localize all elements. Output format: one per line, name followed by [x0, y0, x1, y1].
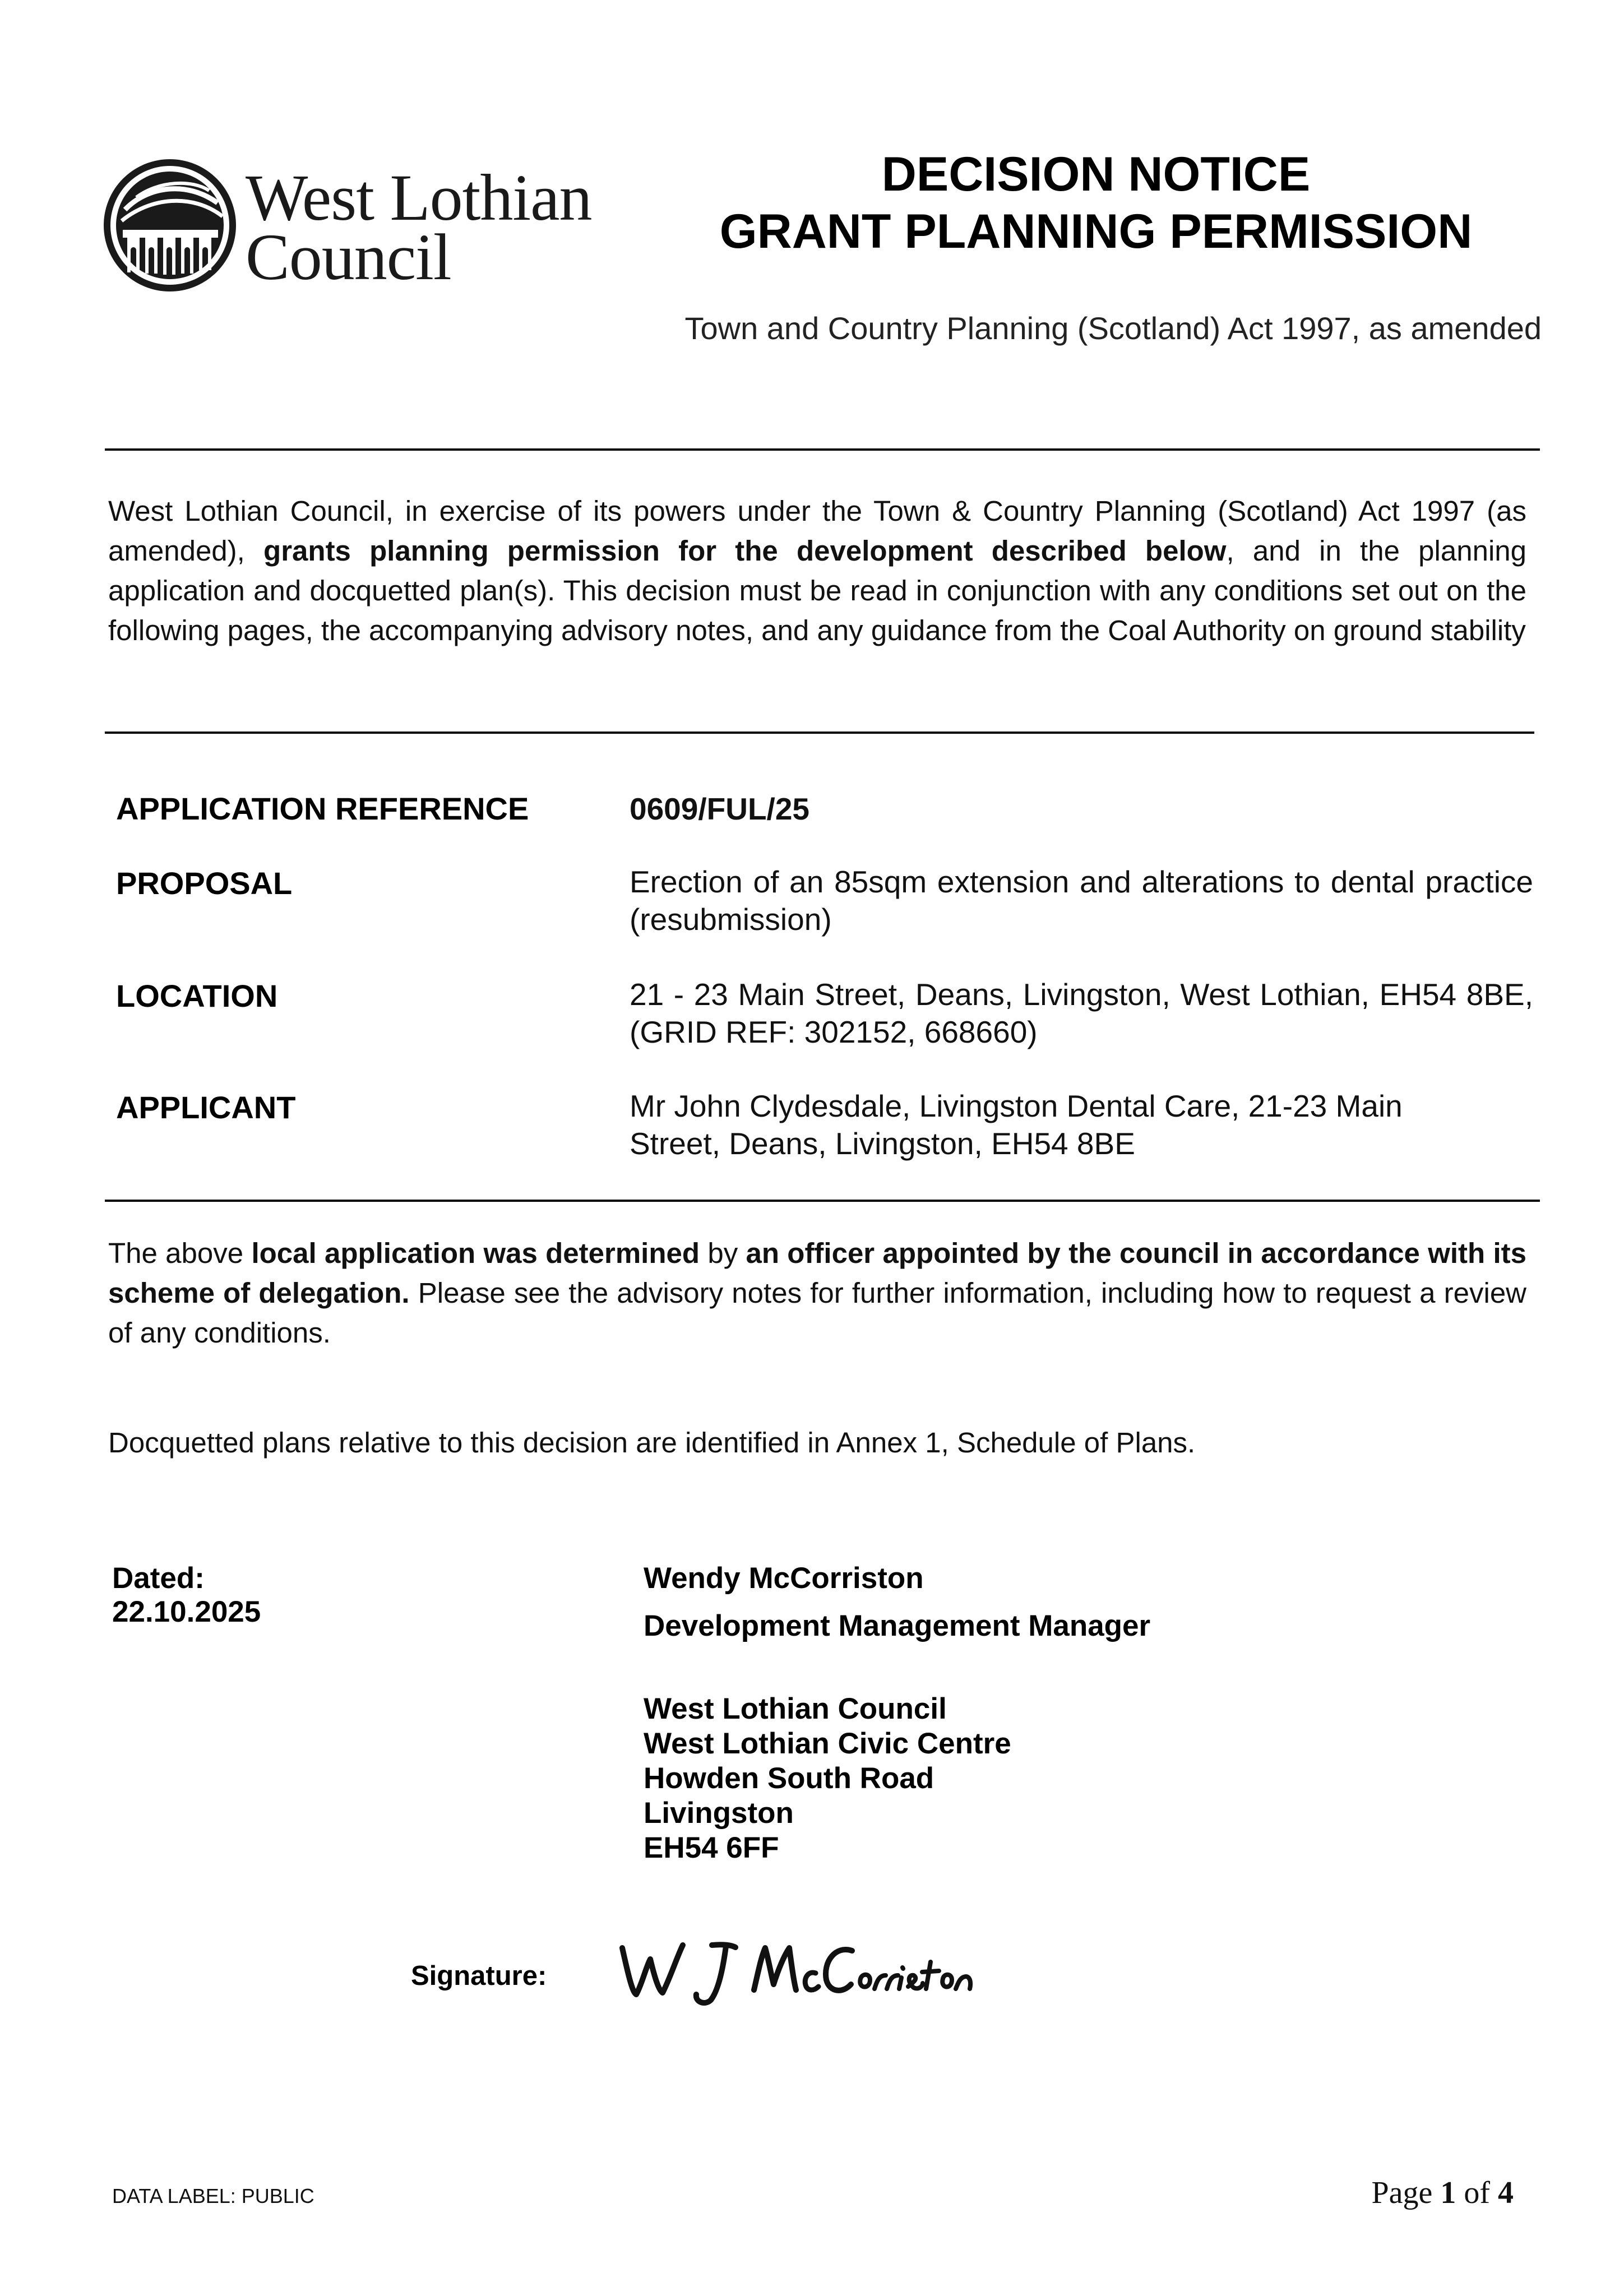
determination-paragraph	[108, 1233, 1526, 1353]
applicant-value-line2: Street, Deans, Livingston, EH54 8BE	[630, 1126, 1135, 1161]
intro-text: West Lothian Council, in exercise of its powers under the Town & Country Planning (Scotland) Act 1997 (as amended),	[108, 495, 1526, 567]
divider	[105, 1200, 1540, 1202]
address-line: Livingston	[644, 1797, 794, 1830]
address-line: West Lothian Civic Centre	[644, 1727, 1011, 1760]
act-reference: Town and Country Planning (Scotland) Act 1997, as amended	[684, 311, 1542, 346]
location-value: 21 - 23 Main Street, Deans, Livingston, West Lothian, EH54 8BE, (GRID REF: 302152, 668660)	[630, 977, 1533, 1049]
page-current: 1	[1440, 2175, 1456, 2210]
divider	[105, 448, 1540, 451]
signatory-name: Wendy McCorriston	[644, 1562, 924, 1595]
page-of: of	[1464, 2175, 1490, 2210]
logo-text-line1: West Lothian	[246, 161, 592, 234]
address-line: EH54 6FF	[644, 1831, 779, 1864]
determination-text-3: Please see the advisory notes for further information, including how to request a review of any conditions.	[108, 1277, 1527, 1349]
data-classification-label: DATA LABEL: PUBLIC	[112, 2184, 314, 2207]
page-subtitle: GRANT PLANNING PERMISSION	[719, 205, 1473, 258]
dated-label: Dated:	[112, 1562, 205, 1595]
page-title: DECISION NOTICE	[881, 147, 1311, 201]
page-number	[1289, 2175, 1514, 2211]
application-reference-value: 0609/FUL/25	[630, 791, 810, 826]
applicant-label: APPLICANT	[116, 1090, 296, 1125]
application-reference-label: APPLICATION REFERENCE	[116, 791, 529, 826]
determination-bold-1: local application was determined	[251, 1237, 700, 1269]
signature-label: Signature:	[411, 1961, 547, 1991]
proposal-value: Erection of an 85sqm extension and alterations to dental practice (resubmission)	[630, 864, 1533, 937]
determination-bold-2: an officer appointed by the council in accordance with its scheme of delegation.	[108, 1237, 1526, 1309]
location-label: LOCATION	[116, 978, 278, 1013]
applicant-value-line1: Mr John Clydesdale, Livingston Dental Care, 21-23 Main	[630, 1089, 1403, 1123]
handwritten-signature	[611, 1928, 1015, 2007]
page-word: Page	[1371, 2175, 1433, 2210]
dated-value: 22.10.2025	[112, 1595, 261, 1628]
intro-bold-text: grants planning permission for the development described below	[263, 535, 1227, 567]
applicant-value	[630, 1087, 1533, 1163]
intro-paragraph	[108, 491, 1526, 650]
address-line: Howden South Road	[644, 1762, 934, 1795]
signatory-title: Development Management Manager	[644, 1609, 1151, 1642]
page-total: 4	[1498, 2175, 1514, 2210]
intro-text-after: , and in the planning application and docquetted plan(s). This decision must be read in conjunction with any conditions set out on the following pages, the accompanying advisory notes, and any guidance from the Coal Authority on ground stability	[108, 535, 1527, 646]
docquetted-plans-note: Docquetted plans relative to this decision are identified in Annex 1, Schedule of Plans.	[108, 1427, 1196, 1459]
proposal-label: PROPOSAL	[116, 865, 293, 901]
determination-text-2: by	[700, 1237, 746, 1269]
determination-text-1: The above	[108, 1237, 252, 1269]
logo-text-line2: Council	[246, 220, 451, 294]
council-logo	[103, 158, 607, 298]
west-lothian-council-emblem-icon	[103, 158, 237, 293]
address-line: West Lothian Council	[644, 1692, 947, 1725]
divider	[105, 732, 1534, 734]
